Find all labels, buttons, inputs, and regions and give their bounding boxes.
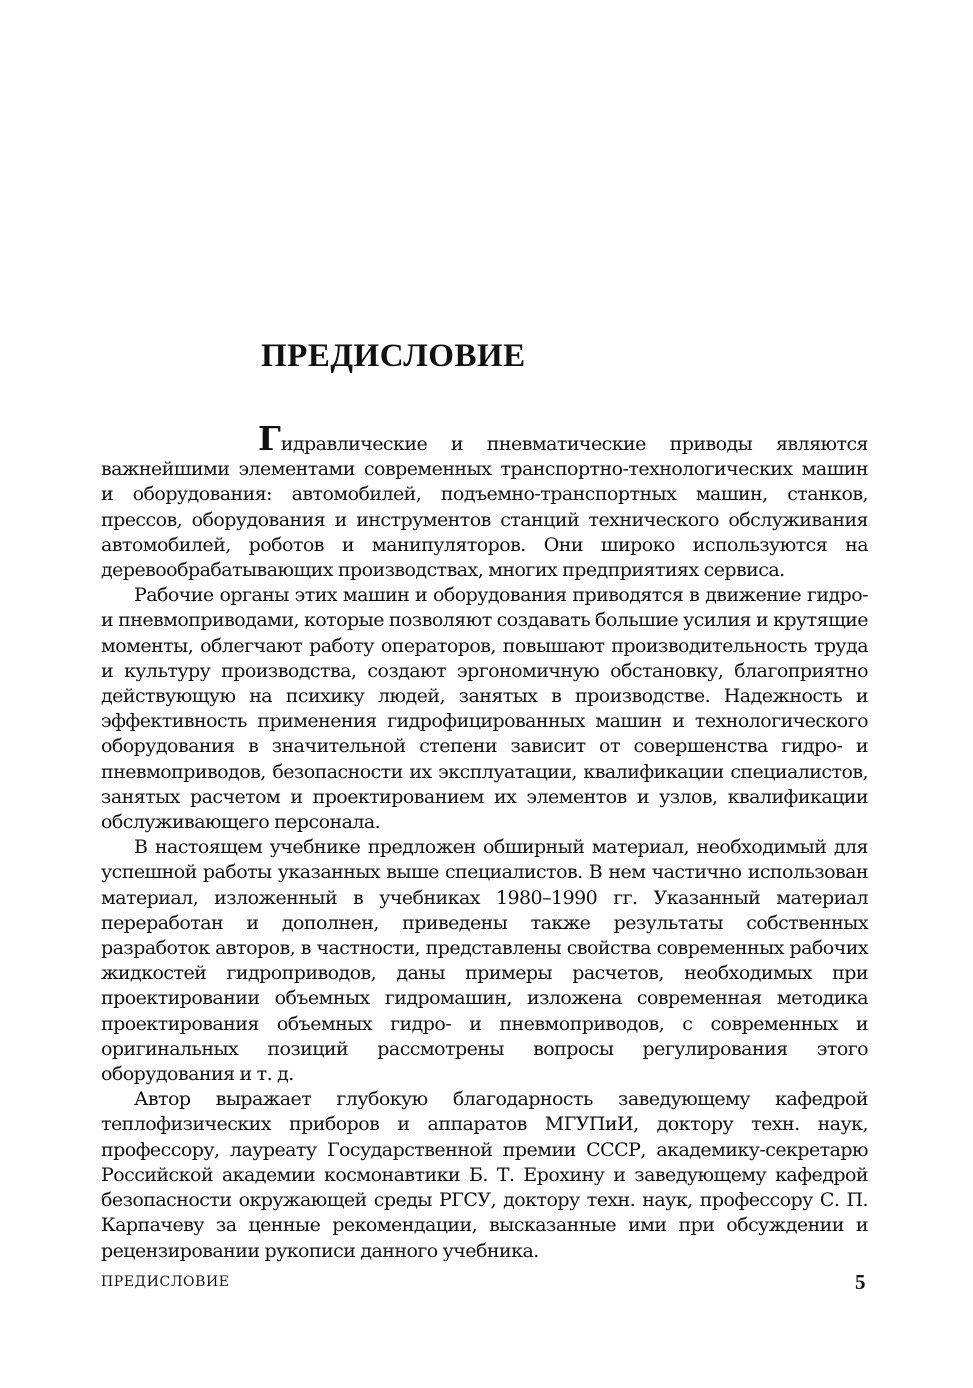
paragraph-3: В настоящем учебнике предложен обширный материал, необходимый для успешной работы указанных выше специалистов. В нем частично использован материал, изложенный в учебниках 1980–1990 гг. Указанный материал переработан и дополнен, приведены также результаты собственных разработок авторов, в частности, представлены свойства современных рабочих жидкостей гидроприводов, даны примеры расчетов, необходимых при проектировании объемных гидромашин, изложена современная методика проектирования объемных гидро- и пневмоприводов, с современных и оригинальных позиций рассмотрены вопросы регулирования этого оборудования и т. д. <box>101 836 868 1086</box>
body-text <box>101 419 868 1264</box>
paragraph-2: Рабочие органы этих машин и оборудования приводятся в движение гидро- и пневмоприводами, которые позволяют создавать большие усилия и крутящие моменты, облегчают работу операторов, повышают производительность труда и культуру производства, создают эргономичную обстановку, благоприятно действующую на психику людей, занятых в производстве. Надежность и эффективность применения гидрофицированных машин и технологического оборудования в значительной степени зависит от совершенства гидро- и пневмоприводов, безопасности их эксплуатации, квалификации специалистов, занятых расчетом и проектированием их элементов и узлов, квалификации обслуживающего персонала. <box>101 584 868 834</box>
page-title: ПРЕДИСЛОВИЕ <box>261 338 526 374</box>
paragraph-1 <box>101 419 868 583</box>
drop-cap: Г <box>258 419 281 458</box>
page-number: 5 <box>855 1270 866 1294</box>
paragraph-1-text: идравлические и пневматические приводы являются важнейшими элементами современных транспортно-технологических машин и оборудования: автомобилей, подъемно-транспортных машин, станков, прессов, оборудования и инструментов станций технического обслуживания автомобилей, роботов и манипуляторов. Они широко используются на деревообрабатывающих производствах, многих предприятиях сервиса. <box>101 433 868 582</box>
paragraph-4: Автор выражает глубокую благодарность заведующему кафедрой теплофизических приборов и аппаратов МГУПиИ, доктору техн. наук, профессору, лауреату Государственной премии СССР, академику-секретарю Российской академии космонавтики Б. Т. Ерохину и заведующему кафедрой безопасности окружающей среды РГСУ, доктору техн. наук, профессору С. П. Карпачеву за ценные рекомендации, высказанные ими при обсуждении и рецензировании рукописи данного учебника. <box>101 1088 868 1262</box>
running-footer-title: ПРЕДИСЛОВИЕ <box>101 1274 230 1290</box>
